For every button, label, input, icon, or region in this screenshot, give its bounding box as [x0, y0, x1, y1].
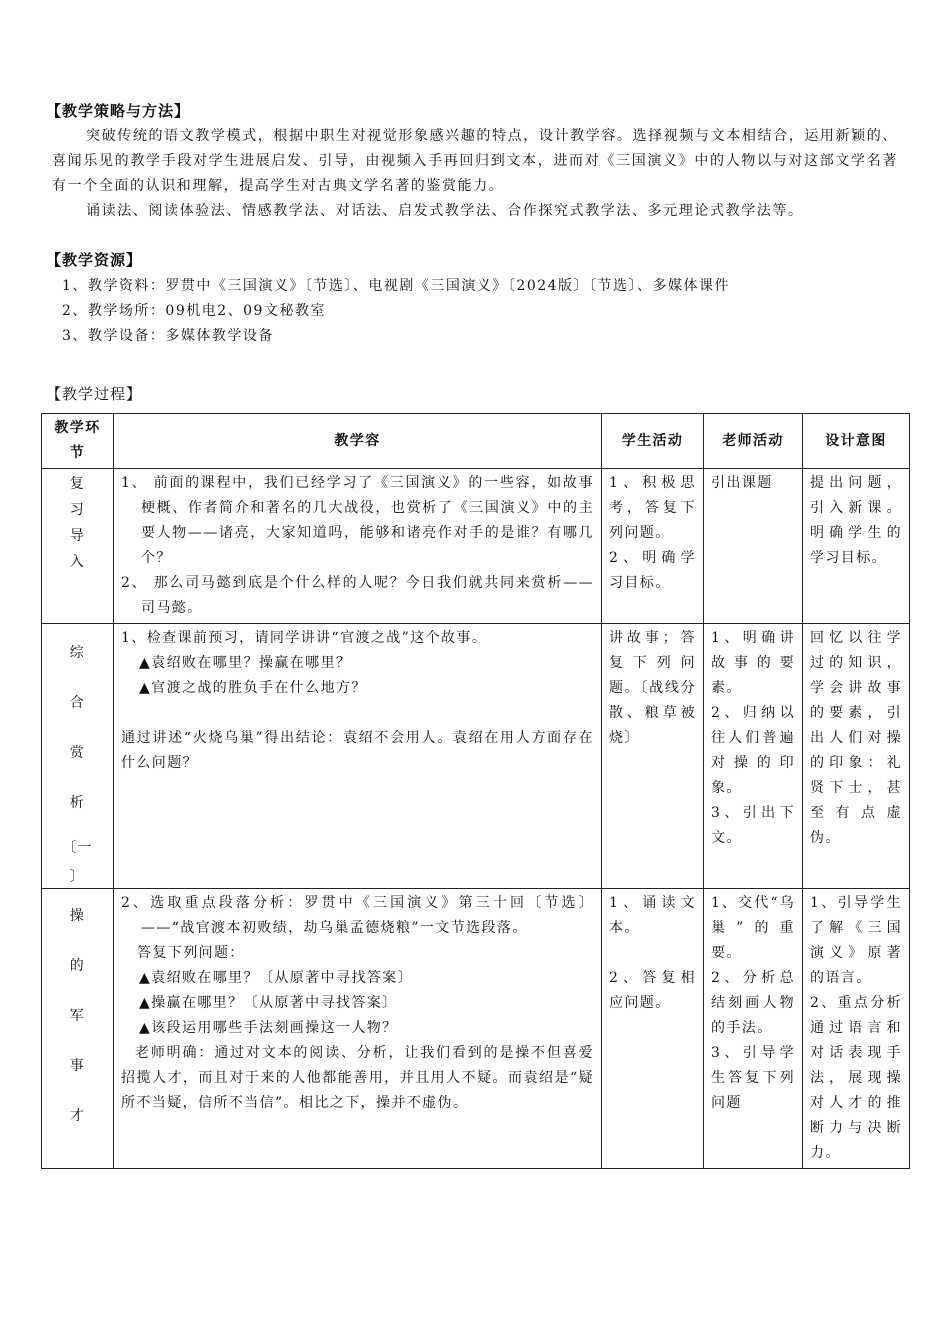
intent-cell: 提出问题，引入新课。明确学生的学习目标。 — [803, 469, 910, 624]
stage-cell: 综 合 赏 析 〔一 〕 — [42, 624, 114, 889]
resource-item: 2、教学场所：09机电2、09文秘教室 — [62, 303, 326, 319]
student-cell: 讲故事；答复下列问题。〔战线分散、粮草被烧〕 — [602, 624, 704, 889]
strategy-heading: 【教学策略与方法】 — [46, 102, 191, 120]
content-cell: 1、检查课前预习，请同学讲讲“官渡之战”这个故事。 ▲袁绍败在哪里？操赢在哪里？ ▲官渡之战的胜负手在什么地方？ 通过讲述“火烧乌巢”得出结论：袁绍不会用人。袁绍在用人方面存在什么问题？ — [114, 624, 602, 889]
table-header-row — [42, 414, 910, 469]
stage-cell: 复 习 导 入 — [42, 469, 114, 624]
teacher-cell: 1、交代“乌巢”的重要。 2、分析总结刻画人物的手法。 3、引导学生答复下列问题 — [704, 889, 803, 1169]
header-stage: 教学环 节 — [42, 414, 114, 469]
process-heading: 【教学过程】 — [46, 385, 143, 403]
content-cell: 1、 前面的课程中，我们已经学习了《三国演义》的一些容，如故事梗概、作者简介和著名的几大战役，也赏析了《三国演义》中的主要人物——诸亮，大家知道吗，能够和诸亮作对手的是谁？有哪几个？ 2、 那么司马懿到底是个什么样的人呢？今日我们就共同来赏析——司马懿。 — [114, 469, 602, 624]
strategy-paragraph-2: 诵读法、阅读体验法、情感教学法、对话法、启发式教学法、合作探究式教学法、多元理论式教学法等。 — [86, 203, 804, 219]
header-intent: 设计意图 — [803, 414, 910, 469]
lesson-process-table — [41, 413, 910, 1169]
stage-cell: 操 的 军 事 才 — [42, 889, 114, 1169]
table-row — [42, 624, 910, 889]
content-cell: 2、选取重点段落分析：罗贯中《三国演义》第三十回〔节选〕——“战官渡本初败绩，劫乌巢孟德烧粮”一文节选段落。 答复下列问题： ▲袁绍败在哪里？〔从原著中寻找答案〕 ▲操赢在哪里？〔从原著中寻找答案〕 ▲该段运用哪些手法刻画操这一人物？ 老师明确：通过对文本的阅读、分析，让我们看到的是操不但喜爱招揽人才，而且对于来的人他都能善用，并且用人不疑。而袁绍是“疑所不当疑，信所不当信”。相比之下，操并不虚伪。 — [114, 889, 602, 1169]
resources-heading: 【教学资源】 — [46, 251, 143, 269]
resource-item: 3、教学设备：多媒体教学设备 — [62, 328, 274, 344]
header-content: 教学容 — [114, 414, 602, 469]
header-teacher: 老师活动 — [704, 414, 803, 469]
teacher-cell: 1、明确讲故事的要素。 2、归纳以往人们普遍对操的印象。 3、引出下文。 — [704, 624, 803, 889]
student-cell: 1、诵读文本。 2、答复相应问题。 — [602, 889, 704, 1169]
strategy-paragraph-1: 突破传统的语文教学模式，根据中职生对视觉形象感兴趣的特点，设计教学容。选择视频与文本相结合，运用新颖的、喜闻乐见的教学手段对学生进展启发、引导，由视频入手再回归到文本，进而对《三国演义》中的人物以与对这部文学名著有一个全面的认识和理解，提高学生对古典文学名著的鉴赏能力。 — [52, 128, 898, 194]
resource-item: 1、教学资料：罗贯中《三国演义》〔节选〕、电视剧《三国演义》〔2024版〕〔节选〕、多媒体课件 — [62, 278, 731, 294]
student-cell: 1、积极思考，答复下列问题。 2、明确学习目标。 — [602, 469, 704, 624]
table-row — [42, 889, 910, 1169]
teacher-cell: 引出课题 — [704, 469, 803, 624]
intent-cell: 回忆以往学过的知识，学会讲故事的要素，引出人们对操的印象：礼贤下士，甚至有点虚伪。 — [803, 624, 910, 889]
intent-cell: 1、引导学生了解《三国演义》原著的语言。 2、重点分析通过语言和对话表现手法，展现操对人才的推断力与决断力。 — [803, 889, 910, 1169]
header-student: 学生活动 — [602, 414, 704, 469]
table-row — [42, 469, 910, 624]
